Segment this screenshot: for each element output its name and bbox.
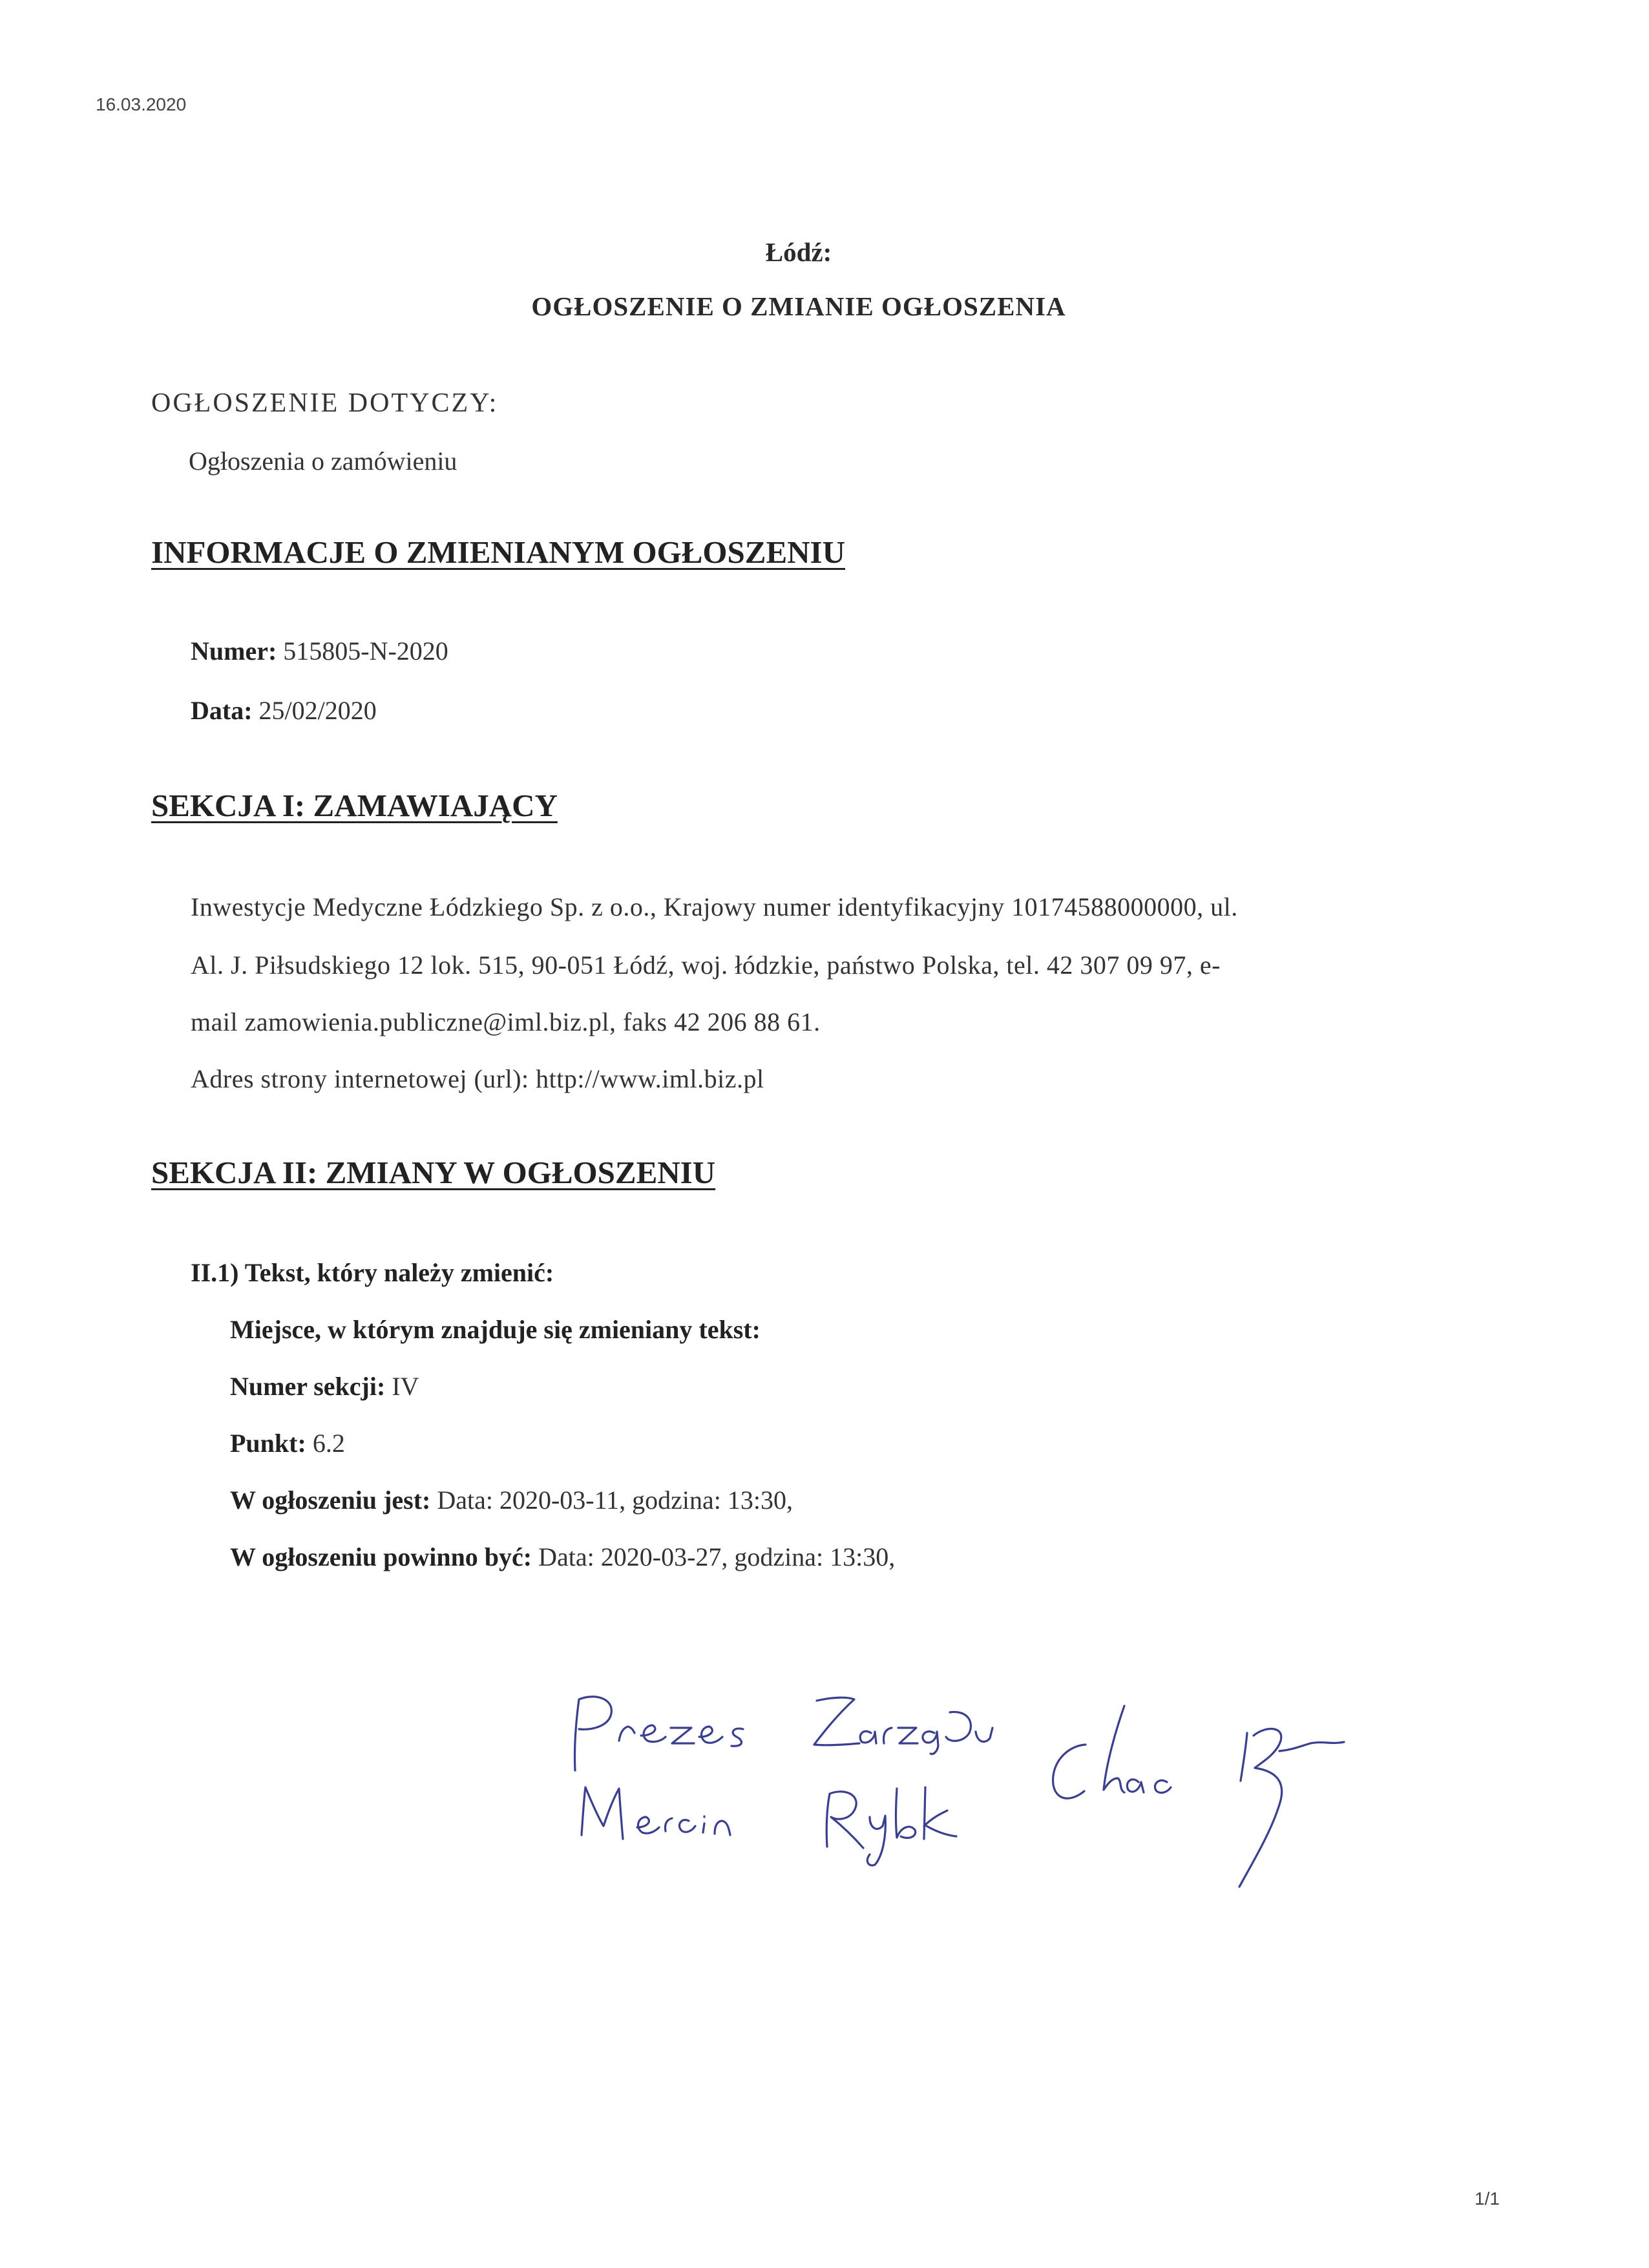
change-item-label: II.1) Tekst, który należy zmienić: [191,1258,554,1287]
point-label: Punkt: [230,1429,306,1458]
notice-date-label: Data: [191,696,253,725]
notice-concerns-value: Ogłoszenia o zamówieniu [189,446,457,476]
new-text-label: W ogłoszeniu powinno być: [230,1542,532,1571]
page-number: 1/1 [1475,2189,1500,2209]
handwritten-signature [556,1674,1422,1906]
document-title: OGŁOSZENIE O ZMIANIE OGŁOSZENIA [531,291,1066,321]
notice-number-value: 515805-N-2020 [283,636,448,666]
notice-number-label: Numer: [191,636,277,666]
notice-number-row [191,636,448,666]
new-text-value: Data: 2020-03-27, godzina: 13:30, [538,1542,896,1571]
change-location-label: Miejsce, w którym znajduje się zmieniany tekst: [230,1315,761,1344]
contracting-authority-line: Al. J. Piłsudskiego 12 lok. 515, 90-051 Łódź, woj. łódzkie, państwo Polska, tel. 42 307 09 97, e- [191,950,1221,980]
current-text-value: Data: 2020-03-11, godzina: 13:30, [437,1486,793,1515]
section-2-heading: SEKCJA II: ZMIANY W OGŁOSZENIU [151,1155,716,1190]
point-row [230,1428,345,1458]
contracting-authority-line: Inwestycje Medyczne Łódzkiego Sp. z o.o., Krajowy numer identyfikacyjny 10174588000000, ul. [191,892,1238,921]
notice-concerns-heading: OGŁOSZENIE DOTYCZY: [151,388,499,418]
section-number-value: IV [392,1372,419,1401]
section-number-label: Numer sekcji: [230,1372,386,1401]
section-number-row [230,1371,419,1402]
new-text-row [230,1542,895,1572]
section-1-heading: SEKCJA I: ZAMAWIAJĄCY [151,788,558,823]
point-value: 6.2 [312,1429,345,1458]
contracting-authority-line: Adres strony internetowej (url): http://www.iml.biz.pl [191,1064,764,1093]
current-text-label: W ogłoszeniu jest: [230,1486,431,1515]
changed-notice-heading: INFORMACJE O ZMIENIANYM OGŁOSZENIU [151,534,845,570]
city-heading: Łódź: [765,237,832,267]
notice-date-row [191,695,377,726]
notice-date-value: 25/02/2020 [258,696,377,725]
contracting-authority-line: mail zamowienia.publiczne@iml.biz.pl, faks 42 206 88 61. [191,1007,821,1036]
print-date: 16.03.2020 [96,94,187,114]
current-text-row [230,1485,793,1515]
